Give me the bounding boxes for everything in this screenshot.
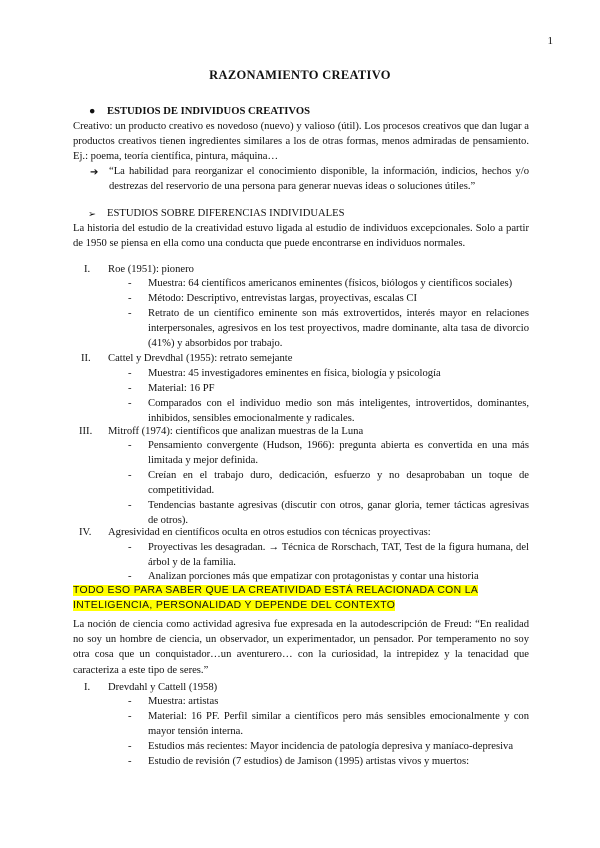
study-title: Agresividad en científicos oculta en otros estudios con técnicas proyectivas: (108, 527, 431, 538)
page-number: 1 (547, 35, 553, 47)
study-title: Mitroff (1974): científicos que analizan muestras de la Luna (108, 426, 364, 437)
freud-paragraph: La noción de ciencia como actividad agresiva fue expresada en la autodescripción de Freud: “En realidad no soy un hombre de ciencia, un observador, un experimentador, un pensador. Por temperamento no soy otra cosa que un conquistador…un aventurero… con la curiosidad, la intrepidez y la tenacidad que caracteriza a este tipo de seres.” (73, 619, 529, 676)
section1-quote: “La habilidad para reorganizar el conocimiento disponible, la información, indicios, hechos y/o destrezas del reservorio de una persona para generar nuevas ideas o soluciones útiles.” (109, 166, 529, 193)
highlighted-conclusion (73, 583, 529, 613)
highlight-text: TODO ESO PARA SABER QUE LA CREATIVIDAD ESTÁ RELACIONADA CON LA INTELIGENCIA, PERSONALIDAD Y DEPENDE DEL CONTEXTO (73, 585, 479, 611)
section2-paragraph: La historia del estudio de la creatividad estuvo ligada al estudio de individuos excepcionales. Solo a partir de 1950 se piensa en ella como una conducta que puede encontrarse en individuos normales. (73, 223, 529, 250)
roman-numeral: II. (81, 353, 91, 364)
section1-paragraph: Creativo: un producto creativo es novedoso (nuevo) y valioso (útil). Los procesos creativos que dan lugar a productos creativos tienen ingredientes similares a los de otras formas, menos admiradas de pensamiento. Ej.: poema, teoría científica, pintura, máquina… (73, 121, 529, 163)
section2-heading: ESTUDIOS SOBRE DIFERENCIAS INDIVIDUALES (107, 208, 345, 219)
arrow-icon: ➔ (90, 167, 99, 178)
roman-numeral: I. (84, 264, 91, 275)
roman-numeral: I. (84, 682, 91, 693)
roman-numeral: III. (79, 426, 93, 437)
section1-heading: ESTUDIOS DE INDIVIDUOS CREATIVOS (107, 106, 310, 117)
roman-numeral: IV. (79, 527, 92, 538)
study-title: Roe (1951): pionero (108, 264, 194, 275)
study-title: Cattel y Drevdhal (1955): retrato semejante (108, 353, 293, 364)
arrowhead-icon: ➢ (88, 209, 96, 220)
document-title: RAZONAMIENTO CREATIVO (209, 68, 391, 82)
study-title: Drevdahl y Cattell (1958) (108, 682, 218, 693)
bullet-icon: ● (89, 106, 96, 117)
